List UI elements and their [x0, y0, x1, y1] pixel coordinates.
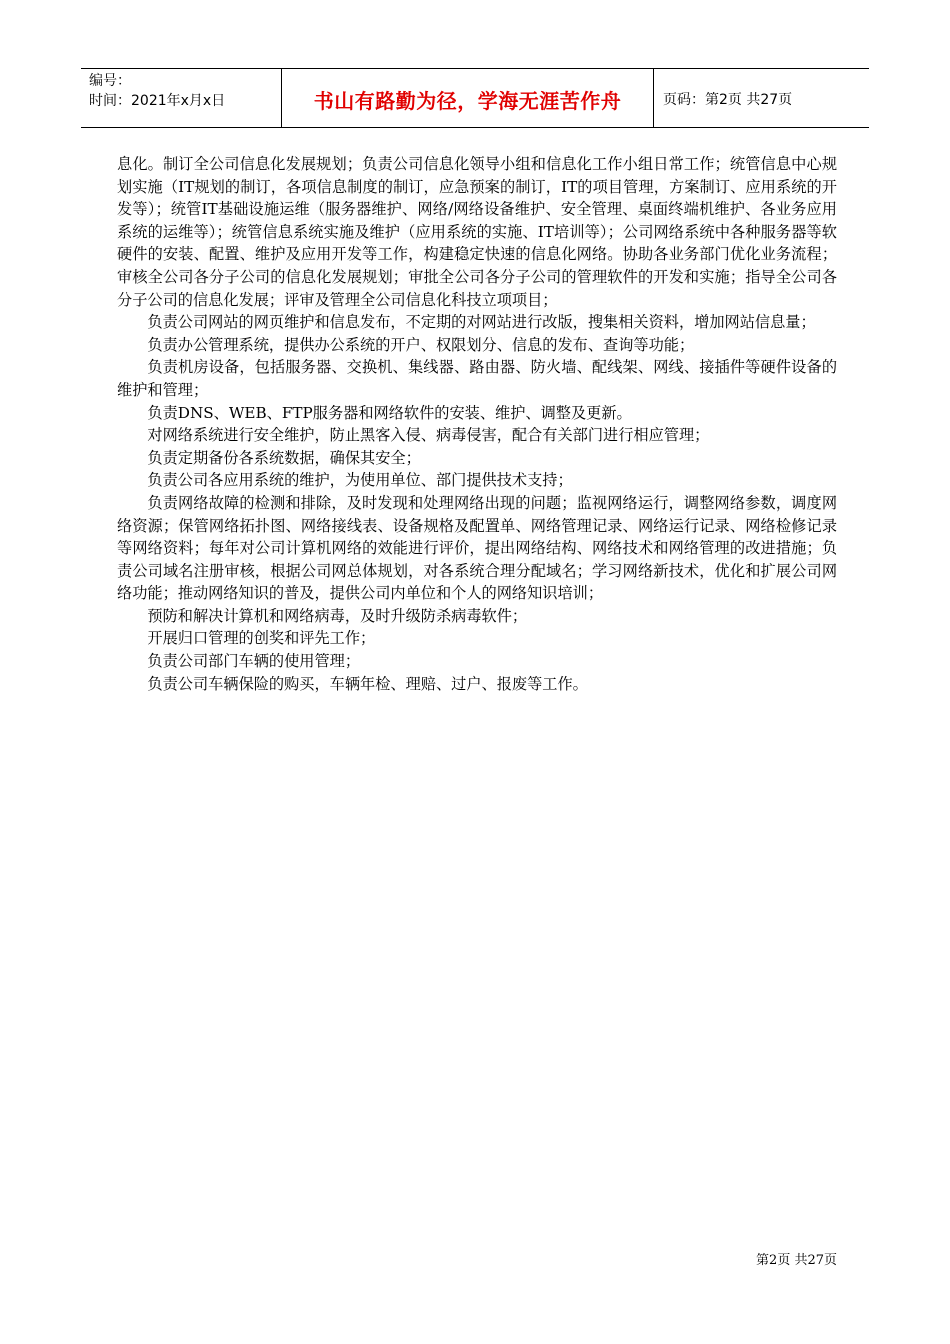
body-paragraph: 预防和解决计算机和网络病毒，及时升级防杀病毒软件；	[147, 606, 528, 625]
header-meta	[89, 71, 225, 111]
body-paragraph: 开展归口管理的创奖和评先工作；	[147, 629, 376, 648]
header-page-number: 页码：第2页 共27页	[663, 92, 793, 108]
body-paragraph: 负责机房设备，包括服务器、交换机、集线器、路由器、防火墙、配线架、网线、接插件等硬件设备的维护和管理；	[117, 358, 837, 399]
header-divider	[653, 69, 654, 127]
body-paragraph: 负责定期备份各系统数据，确保其安全；	[147, 448, 421, 467]
body-paragraph: 负责公司部门车辆的使用管理；	[147, 652, 361, 671]
body-paragraph: 息化。制订全公司信息化发展规划；负责公司信息化领导小组和信息化工作小组日常工作；统管信息中心规划实施（IT规划的制订，各项信息制度的制订，应急预案的制订，IT的项目管理，方案制订、应用系统的开发等）；统管IT基础设施运维（服务器维护、网络/网络设备维护、安全管理、桌面终端机维护、各业务应用系统的运维等）；统管信息系统实施及维护（应用系统的实施、IT培训等）；公司网络系统中各种服务器等软硬件的安装、配置、维护及应用开发等工作，构建稳定快速的信息化网络。协助各业务部门优化业务流程；审核全公司各分子公司的信息化发展规划；审批全公司各分子公司的管理软件的开发和实施；指导全公司各分子公司的信息化发展；评审及管理全公司信息化科技立项项目；	[117, 155, 837, 309]
document-time-label: 时间：2021年x月x日	[89, 93, 226, 109]
body-paragraph: 负责公司网站的网页维护和信息发布，不定期的对网站进行改版，搜集相关资料，增加网站信息量；	[147, 313, 816, 332]
body-paragraph: 对网络系统进行安全维护，防止黑客入侵、病毒侵害，配合有关部门进行相应管理；	[147, 426, 710, 445]
document-body	[117, 153, 837, 695]
body-paragraph: 负责DNS、WEB、FTP服务器和网络软件的安装、维护、调整及更新。	[147, 403, 632, 422]
page-header	[81, 68, 869, 128]
body-paragraph: 负责公司各应用系统的维护，为使用单位、部门提供技术支持；	[147, 471, 573, 490]
body-paragraph: 负责公司车辆保险的购买，车辆年检、理赔、过户、报废等工作。	[147, 674, 588, 693]
body-paragraph: 负责办公管理系统，提供办公系统的开户、权限划分、信息的发布、查询等功能；	[147, 335, 695, 354]
header-motto: 书山有路勤为径，学海无涯苦作舟	[313, 89, 622, 113]
body-paragraph: 负责网络故障的检测和排除，及时发现和处理网络出现的问题；监视网络运行，调整网络参数，调度网络资源；保管网络拓扑图、网络接线表、设备规格及配置单、网络管理记录、网络运行记录、网络检修记录等网络资料；每年对公司计算机网络的效能进行评价，提出网络结构、网络技术和网络管理的改进措施；负责公司域名注册审核，根据公司网总体规划，对各系统合理分配域名；学习网络新技术，优化和扩展公司网络功能；推动网络知识的普及，提供公司内单位和个人的网络知识培训；	[117, 493, 837, 603]
page-footer: 第2页 共27页	[756, 1253, 837, 1268]
document-number-label: 编号：	[89, 73, 131, 89]
